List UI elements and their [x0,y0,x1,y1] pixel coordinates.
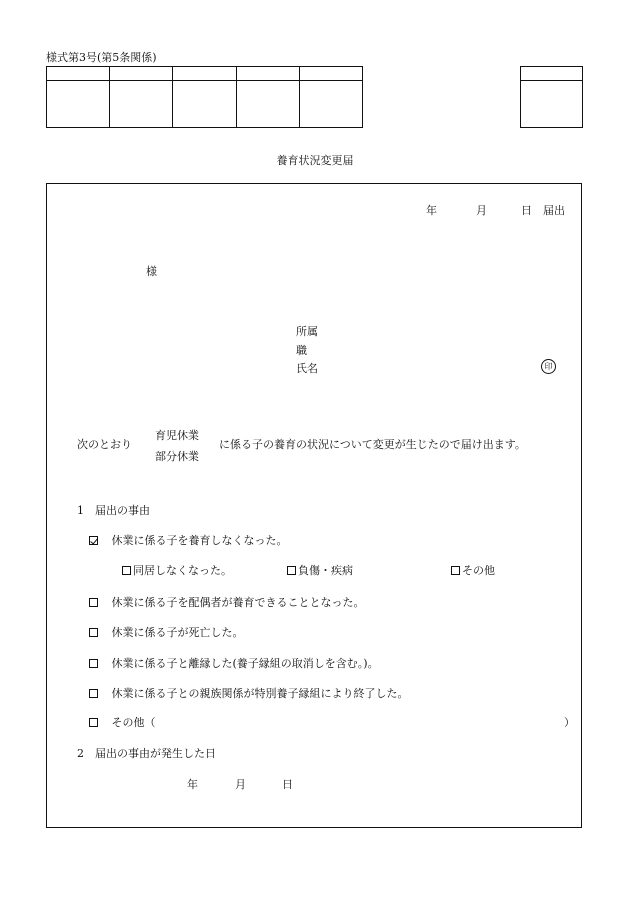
reason-item-3 [89,624,244,640]
reason-5-label: 休業に係る子との親族関係が特別養子縁組により終了した。 [111,687,409,700]
reason-6-label: その他（ [111,716,156,729]
reason-item-1 [89,532,288,548]
subreason-3-checkbox[interactable] [451,566,460,575]
page-title: 養育状況変更届 [276,154,354,167]
reason-item-6 [89,714,156,730]
reason-item-4 [89,655,379,671]
stamp-cell [173,81,236,128]
name-label: 氏名 [296,362,318,375]
occurrence-month: 月 [235,778,246,791]
form-number: 様式第3号(第5条関係) [46,51,157,64]
subreason-1-checkbox[interactable] [122,566,131,575]
date-day: 日 [521,204,532,217]
stamp-cell-header [236,67,299,81]
date-month: 月 [476,204,487,217]
reason-5-checkbox[interactable] [89,689,98,698]
date-filed: 届出 [543,204,565,217]
reason-6-close-paren: ） [564,716,575,729]
section1-heading: 1 届出の事由 [77,504,150,517]
reason-4-checkbox[interactable] [89,659,98,668]
statement-suffix: に係る子の養育の状況について変更が生じたので届け出ます。 [219,438,526,451]
reason-item-2 [89,594,365,610]
subreason-2-label: 負傷・疾病 [298,564,353,577]
occurrence-year: 年 [187,778,198,791]
seal-icon: 印 [541,359,556,374]
reason-4-label: 休業に係る子と離縁した(養子縁組の取消しを含む。)。 [111,657,379,670]
subreason-1 [122,562,232,578]
option-childcare-leave: 育児休業 [155,429,199,442]
addressee-suffix: 様 [146,265,157,278]
subreason-1-label: 同居しなくなった。 [133,564,232,577]
subreason-3 [451,562,495,578]
statement-prefix: 次のとおり [77,438,132,451]
occurrence-day: 日 [282,778,293,791]
receipt-cell-header [521,67,583,81]
reason-1-label: 休業に係る子を養育しなくなった。 [111,534,288,547]
receipt-stamp-box [520,66,583,128]
approval-stamp-grid [46,66,363,128]
reason-3-label: 休業に係る子が死亡した。 [111,626,244,639]
stamp-cell-header [110,67,173,81]
affiliation-label: 所属 [296,325,318,338]
position-label: 職 [296,344,307,357]
section2-heading: 2 届出の事由が発生した日 [77,747,216,760]
stamp-cell-header [299,67,362,81]
stamp-cell [110,81,173,128]
stamp-cell [236,81,299,128]
stamp-cell-header [47,67,110,81]
subreason-2 [287,562,353,578]
option-partial-leave: 部分休業 [155,450,199,463]
reason-item-5 [89,685,409,701]
date-year: 年 [426,204,437,217]
reason-3-checkbox[interactable] [89,628,98,637]
subreason-3-label: その他 [462,564,495,577]
stamp-cell [299,81,362,128]
reason-6-checkbox[interactable] [89,718,98,727]
stamp-cell-header [173,67,236,81]
reason-1-checkbox[interactable] [89,536,98,545]
subreason-2-checkbox[interactable] [287,566,296,575]
reason-2-checkbox[interactable] [89,598,98,607]
reason-2-label: 休業に係る子を配偶者が養育できることとなった。 [111,596,365,609]
stamp-cell [47,81,110,128]
receipt-cell [521,81,583,128]
